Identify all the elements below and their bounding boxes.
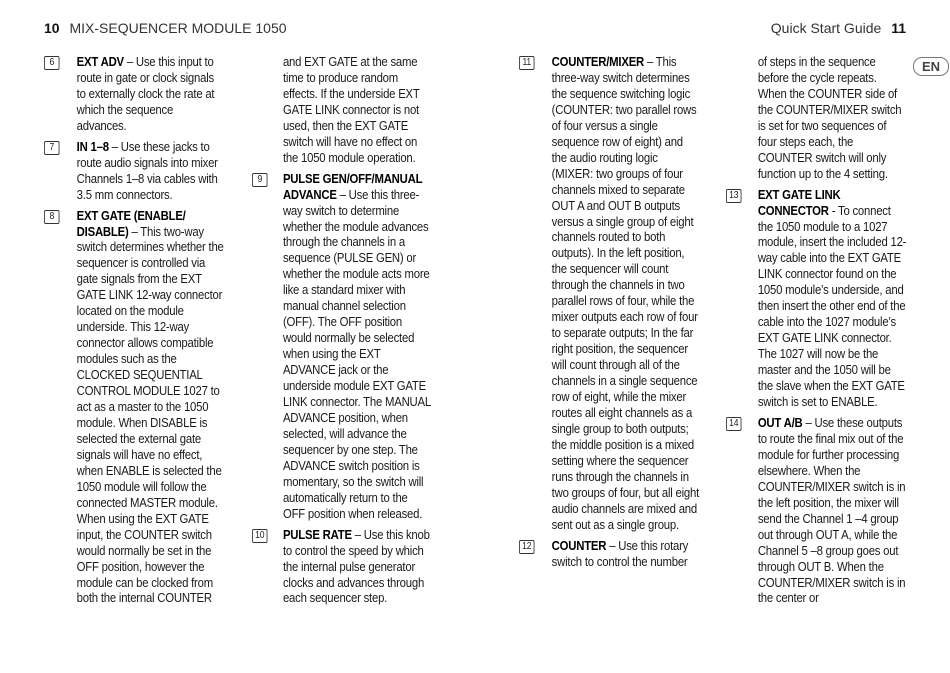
item-title: IN 1–8 xyxy=(76,138,109,154)
item-text: – Use this rotary switch to control the number xyxy=(551,537,689,569)
item-title: OUT A/B xyxy=(757,414,803,430)
left-page-header xyxy=(44,20,287,36)
item-8 xyxy=(44,208,224,607)
column-3 xyxy=(519,54,700,570)
column-2 xyxy=(252,54,433,606)
item-text: - To connect the 1050 module to a 1027 module, insert the included 12-way cable into the EXT GATE LINK connector found on the 1050 module’s underside, and then insert the other end of the cable into the 1027 module’s EXT GATE LINK connector. The 1027 will now be the master and the 1050 will be the slave when the EXT GATE switch is set to ENABLE. xyxy=(757,202,907,410)
item-text: – This three-way switch determines the sequence switching logic (COUNTER: two parallel rows of four versus a single sequence row of eight) and the audio routing logic (MIXER: two groups of four channels mixed to separate OUT A and OUT B outputs versus a single group of eight channels routed to both outputs). In the left position, the sequencer will count through the channels in two parallel rows of four, while the mixer outputs each row of four to separate outputs; In the far right position, the sequencer will count through all of the channels in a single sequence row of eight, while the mixer routes all eight channels as a single group to both outputs; the middle position is a mixed setting where the sequencer runs through the channels in two groups of four, but all eight audio channels are mixed and sent out as a single group. xyxy=(551,54,700,532)
item-number-badge: 10 xyxy=(252,529,267,543)
item-8-continued xyxy=(252,54,433,166)
item-number-badge: 13 xyxy=(726,189,741,203)
item-text: – Use this input to route in gate or clock signals to externally clock the rate at which the sequence advances. xyxy=(76,54,215,133)
item-title: COUNTER xyxy=(551,537,607,553)
item-11 xyxy=(519,54,700,533)
left-page-title: MIX-SEQUENCER MODULE 1050 xyxy=(69,20,287,36)
item-10 xyxy=(252,527,433,607)
right-page-title: Quick Start Guide xyxy=(770,20,882,36)
item-number-badge: 7 xyxy=(44,141,59,155)
item-12 xyxy=(519,538,700,570)
item-title: PULSE RATE xyxy=(282,526,352,542)
item-number-badge: 8 xyxy=(44,210,59,224)
item-7 xyxy=(44,139,224,203)
item-9 xyxy=(252,171,433,522)
item-13 xyxy=(726,187,907,410)
item-text: – Use this knob to control the speed by which the internal pulse generator clocks and advances through each sequencer step. xyxy=(282,526,430,606)
right-page-number: 11 xyxy=(891,20,906,36)
column-4 xyxy=(726,54,907,606)
right-page-header xyxy=(771,20,906,36)
item-title: PULSE GEN/OFF/MANUAL ADVANCE xyxy=(282,170,423,202)
item-number-badge: 11 xyxy=(519,56,534,70)
item-text: – Use these jacks to route audio signals into mixer Channels 1–8 via cables with 3.5 mm connectors. xyxy=(76,138,218,202)
item-12-continued xyxy=(726,54,907,182)
item-text: – Use these outputs to route the final mix out of the module for further processing elsewhere. When the COUNTER/MIXER switch is in the left position, the mixer will send the Channel 1 –4 group out through OUT A, while the Channel 5 –8 group goes out through OUT B. When the COUNTER/MIXER switch is in the center or xyxy=(757,414,906,606)
item-title: COUNTER/MIXER xyxy=(551,54,645,69)
item-title: EXT ADV xyxy=(76,54,124,69)
item-text: and EXT GATE at the same time to produce random effects. If the underside EXT GATE LINK connector is not used, then the EXT GATE switch will have no effect on the 1050 module operation. xyxy=(282,54,420,165)
item-text: of steps in the sequence before the cycle repeats. When the COUNTER side of the COUNTER/MIXER switch is set for two sequences of four steps each, the COUNTER switch will only function up to the 4 setting. xyxy=(757,54,902,181)
item-number-badge: 12 xyxy=(519,540,534,554)
item-number-badge: 6 xyxy=(44,56,59,70)
item-text: – Use this three-way switch to determine whether the module advances through the channels in a sequence (PULSE GEN) or whether the module acts more like a standard mixer with manual channel selection (OFF). The OFF position would normally be selected when using the EXT ADVANCE jack or the underside module EXT GATE LINK connector. The MANUAL ADVANCE position, when selected, will advance the sequencer by one step. The ADVANCE switch position is momentary, so the switch will automatically return to the OFF position when released. xyxy=(282,186,431,521)
item-number-badge: 9 xyxy=(252,173,267,187)
item-6 xyxy=(44,54,224,134)
item-title: EXT GATE LINK CONNECTOR xyxy=(757,186,841,218)
left-page-number: 10 xyxy=(44,20,60,36)
item-number-badge: 14 xyxy=(726,417,741,431)
column-1 xyxy=(44,54,224,606)
item-title: EXT GATE (ENABLE/ DISABLE) xyxy=(76,207,186,239)
item-text: – This two-way switch determines whether the sequencer is controlled via gate signals from the EXT GATE LINK 12-way connector located on the module underside. This 12-way connector allows compatible modules such as the CLOCKED SEQUENTIAL CONTROL MODULE 1027 to act as a master to the 1050 module. When DISABLE is selected the external gate signals will have no effect, when ENABLE is selected the 1050 module will follow the connected MASTER module. When using the EXT GATE input, the COUNTER switch would normally be set in the OFF position, however the module can be clocked from both the internal COUNTER xyxy=(76,223,224,606)
item-14 xyxy=(726,415,907,606)
language-tab-en: EN xyxy=(913,57,949,76)
